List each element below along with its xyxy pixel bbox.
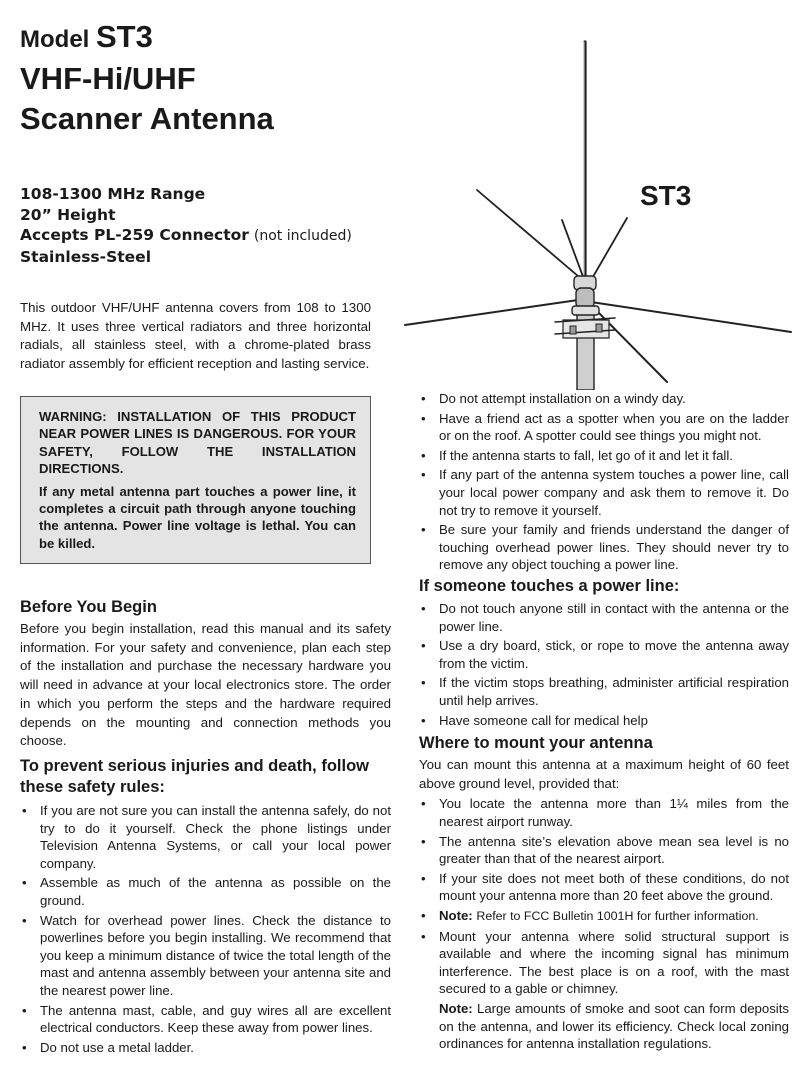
safety-rules-section [20, 756, 391, 1058]
spec-material: Stainless-Steel [20, 247, 152, 266]
spec-height: 20” Height [20, 205, 116, 224]
mount-text: You can mount this antenna at a maximum height of 60 feet above ground level, provided that: [419, 757, 789, 791]
list-item: • Watch for overhead power lines. Check the distance to powerlines before you begin installing. We recommend that you keep a minimum distance of twice the total length of the mast and antenna assembly between your antenna site and the nearest power line. [20, 912, 391, 1000]
spec-range: 108-1300 MHz Range [20, 185, 206, 203]
list-item: • Use a dry board, stick, or rope to move the antenna away from the victim. [419, 637, 789, 672]
list-item: • Do not attempt installation on a windy day. [419, 390, 789, 408]
list-item: • Have a friend act as a spotter when you are on the ladder or on the roof. A spotter could see things you might not. [419, 410, 789, 445]
warning-box [20, 396, 371, 564]
list-item: • If the antenna starts to fall, let go of it and let it fall. [419, 447, 789, 465]
title-line-2: VHF-Hi/UHF [20, 61, 196, 96]
list-item: • Do not use a metal ladder. [20, 1039, 391, 1057]
title-model-number: ST3 [96, 19, 153, 54]
list-item: • If your site does not meet both of these conditions, do not mount your antenna more than 20 feet above the ground. [419, 870, 789, 905]
mount-list [419, 795, 789, 998]
title-line-3: Scanner Antenna [20, 101, 274, 136]
list-item: • Have someone call for medical help [419, 712, 789, 730]
touches-list [419, 600, 789, 729]
note-label: Note: [439, 1000, 473, 1016]
list-item: • Do not touch anyone still in contact with the antenna or the power line. [419, 600, 789, 635]
before-heading: Before You Begin [20, 598, 157, 616]
list-item [419, 907, 789, 926]
list-item: • If any part of the antenna system touches a power line, call your local power company and ask them to remove it. Do not try to remove it yourself. [419, 466, 789, 519]
figure-label: ST3 [640, 180, 692, 211]
note-text: Refer to FCC Bulletin 1001H for further information. [476, 908, 759, 923]
list-item: • The antenna site’s elevation above mean sea level is no greater than that of the nearest airport. [419, 833, 789, 868]
right-rules-section [419, 390, 789, 576]
list-item: • Be sure your family and friends understand the danger of touching overhead power lines. They should never try to remove any object touching a power line. [419, 521, 789, 574]
list-item: • Assemble as much of the antenna as possible on the ground. [20, 874, 391, 909]
warning-text-caps: WARNING: INSTALLATION OF THIS PRODUCT NEAR POWER LINES IS DANGEROUS. FOR YOUR SAFETY, FOLLOW THE INSTALLATION DIRECTIONS. [39, 409, 356, 477]
right-rules-list [419, 390, 789, 574]
list-item: • Mount your antenna where solid structural support is available and where the incoming signal has minimum interference. The best place is on a roof, with the mast secured to a gable or chimney. [419, 928, 789, 998]
warning-text-detail: If any metal antenna part touches a power line, it completes a circuit path through anyone touching the antenna. Power line voltage is lethal. You can be killed. [39, 483, 356, 551]
mount-note [419, 1000, 789, 1053]
spec-list [20, 184, 352, 267]
mount-section [419, 734, 789, 1053]
list-item: • You locate the antenna more than 1¼ miles from the nearest airport runway. [419, 795, 789, 830]
note-label: Note: [439, 907, 473, 923]
mount-heading: Where to mount your antenna [419, 734, 653, 752]
safety-rules-list [20, 802, 391, 1056]
touches-heading: If someone touches a power line: [419, 577, 680, 595]
note-text: Large amounts of smoke and soot can form deposits on the antenna, and lower its efficiency. Check local zoning ordinances for antenna installation regulations. [439, 1000, 789, 1052]
spec-connector: Accepts PL-259 Connector [20, 226, 249, 244]
title-model-word: Model [20, 26, 90, 53]
list-item: • The antenna mast, cable, and guy wires all are excellent electrical conductors. Keep these away from power lines. [20, 1002, 391, 1037]
page-title [20, 18, 274, 139]
intro-paragraph: This outdoor VHF/UHF antenna covers from 108 to 1300 MHz. It uses three vertical radiators and three horizontal radials, all stainless steel, with a chrome-plated brass radiator assembly for efficient reception and lasting service. [20, 300, 371, 371]
before-you-begin-section [20, 598, 391, 751]
antenna-illustration [395, 30, 795, 390]
list-item: • If the victim stops breathing, administer artificial respiration until help arrives. [419, 674, 789, 709]
touches-section [419, 577, 789, 731]
list-item: • If you are not sure you can install the antenna safely, do not try to do it yourself. Check the phone listings under Television Antenna Systems, or call your local power company. [20, 802, 391, 872]
spec-connector-note: (not included) [253, 228, 352, 244]
safety-heading: To prevent serious injuries and death, follow these safety rules: [20, 757, 369, 796]
before-text: Before you begin installation, read this manual and its safety information. For your safety and convenience, plan each step of the installation and purchase the necessary hardware you will need in advance at your local electronics store. The order in which you perform the steps and the hardware required depends on the mounting and connection methods you choose. [20, 621, 391, 749]
